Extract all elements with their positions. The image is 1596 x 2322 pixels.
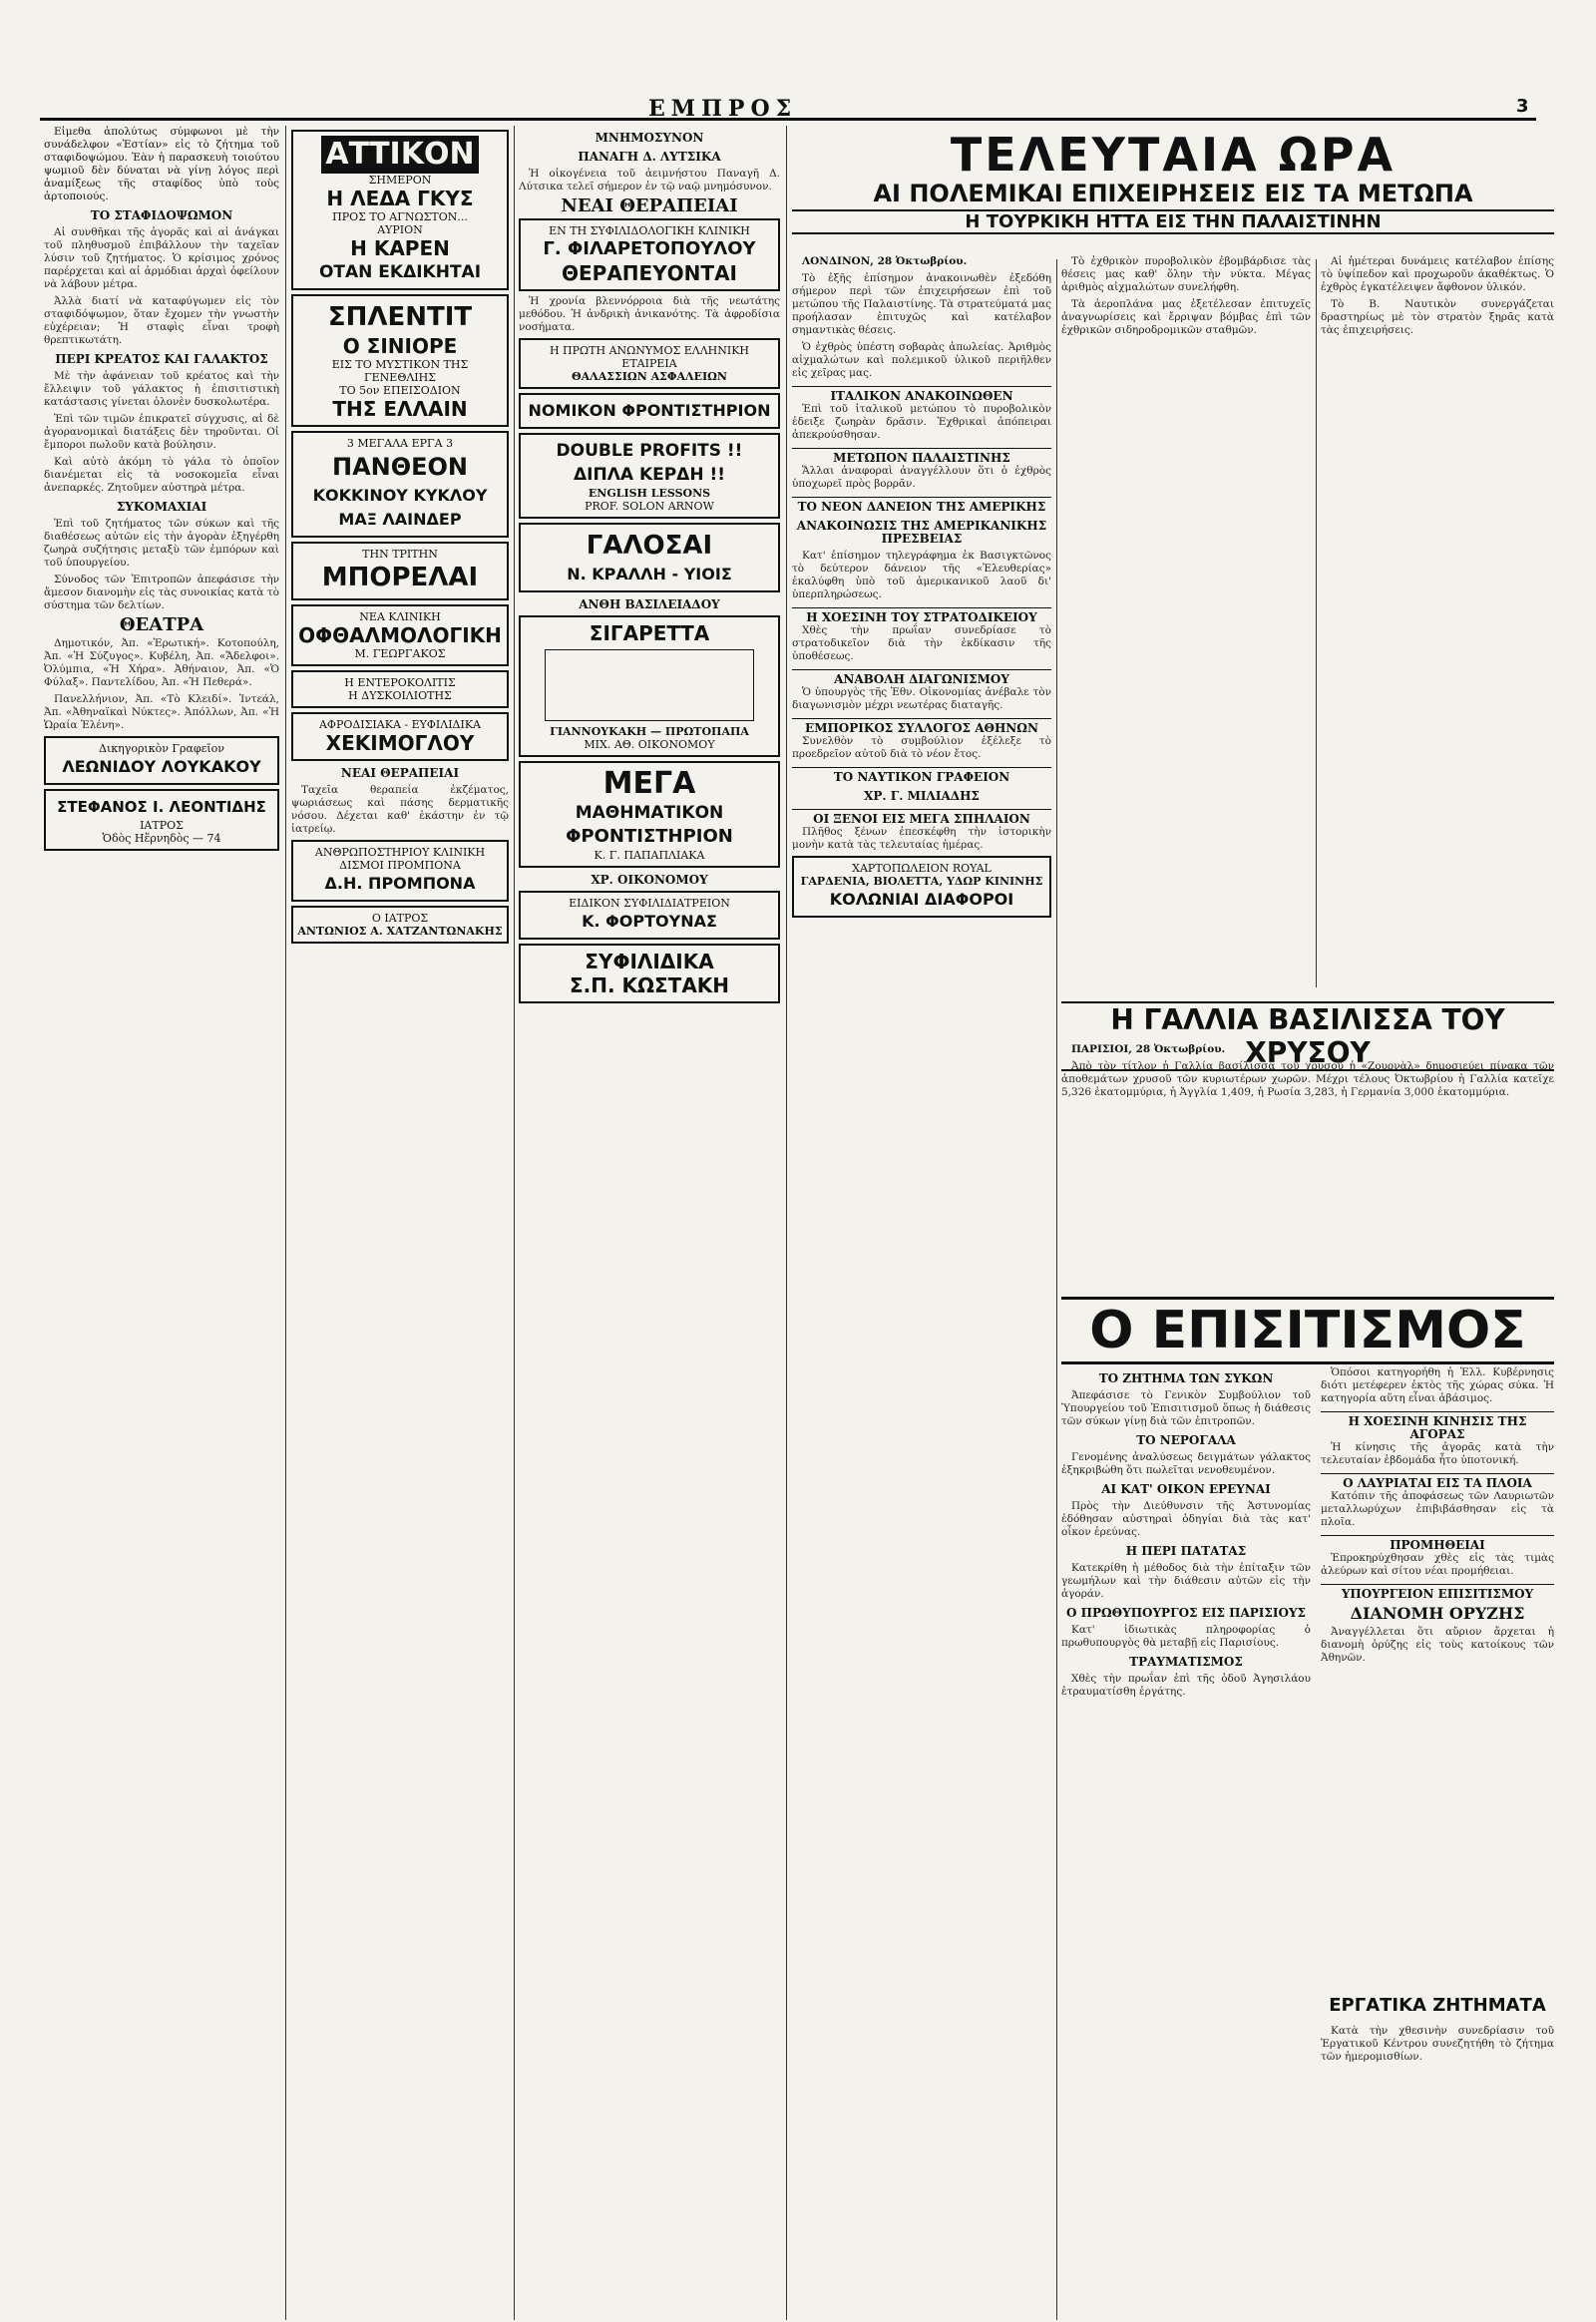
page-number: 3 [1516, 96, 1529, 117]
emporikos: ΕΜΠΟΡΙΚΟΣ ΣΥΛΛΟΓΟΣ ΑΘΗΝΩΝ [792, 718, 1051, 735]
attikon-pros: ΠΡΟΣ ΤΟ ΑΓΝΩΣΤΟΝ... [332, 210, 468, 223]
article-text: Ὁ ὑπουργὸς τῆς Ἐθν. Οἰκονομίας ἀνέβαλε τὸν διαγωνισμὸν μέχρι νεωτέρας διαταγῆς. [792, 686, 1051, 711]
mprelai: ΜΠΟΡΕΛΑΙ [321, 563, 479, 592]
attikon-ad [291, 130, 509, 290]
syfil-ad [519, 944, 780, 1003]
article-text: Κατ' ἰδιωτικὰς πληροφορίας ὁ πρωθυπουργὸς θὰ μεταβῇ εἰς Παρισίους. [1061, 1624, 1311, 1649]
eidikon: ΕΙΔΙΚΟΝ ΣΥΦΙΛΙΔΙΑΤΡΕΙΟΝ [569, 897, 730, 910]
panagi: ΠΑΝΑΓΗ Δ. ΛΥΤΣΙΚΑ [578, 150, 721, 164]
column-4 [792, 255, 1051, 2320]
article-text: Χθὲς τὴν πρωΐαν ἐπὶ τῆς ὁδοῦ Ἀγησιλάου ἐτραυματίσθη ἐργάτης. [1061, 1673, 1311, 1698]
xr: ΧΡ. ΟΙΚΟΝΟΜΟΥ [591, 873, 708, 887]
mathim-ad [519, 761, 780, 868]
article-text: Ἡ οἰκογένεια τοῦ ἀειμνήστου Παναγῆ Δ. Λύτσικα τελεῖ σήμερον ἐν τῷ ναῷ μνημόσυνον. [519, 168, 780, 193]
doctor-ad [44, 789, 279, 851]
enteroko: Η ΕΝΤΕΡΟΚΟΛΙΤΙΣ [344, 676, 456, 689]
ofthalmo-ad [291, 604, 509, 666]
article-text: Ἄλλαι ἀναφοραὶ ἀναγγέλλουν ὅτι ὁ ἐχθρὸς ὑποχωρεῖ πρὸς βορρᾶν. [792, 465, 1051, 490]
kolonies: ΚΟΛΩΝΙΑΙ ΔΙΑΦΟΡΟΙ [829, 890, 1014, 909]
attikon-today: ΣΗΜΕΡΟΝ [368, 174, 432, 187]
metwpon: ΜΕΤΩΠΟΝ ΠΑΛΑΙΣΤΙΝΗΣ [792, 448, 1051, 465]
mathim: ΜΑΘΗΜΑΤΙΚΟΝ [575, 803, 724, 823]
syfilidika: ΣΥΦΙΛΙΔΙΚΑ [585, 950, 714, 973]
splendit-title: ΣΠΛΕΝΤΙΤ [327, 302, 473, 332]
article-text: Κατὰ τὴν χθεσινὴν συνεδρίασιν τοῦ Ἐργατικοῦ Κέντρου συνεζητήθη τὸ ζήτημα τῶν ἡμερομισθίων. [1321, 2025, 1554, 2063]
article-text: Τὸ ἐξῆς ἐπίσημον ἀνακοινωθὲν ἐξεδόθη σήμερον περὶ τῶν ἐπιχειρήσεων ἐπὶ τοῦ μετώπου τῆς Παλαιστίνης. Τὰ στρατεύματά μας προήλασαν ἐπιτυχῶς καὶ κατέλαβον σημαντικὰς θέσεις. [792, 272, 1051, 336]
therap2: ΘΕΡΑΠΕΥΟΝΤΑΙ [562, 261, 737, 285]
kralli: Ν. ΚΡΑΛΛΗ - ΥΙΟΙΣ [567, 565, 732, 583]
ergatika-article [1321, 2025, 1554, 2320]
article-text: Ἀναγγέλλεται ὅτι αὔριον ἄρχεται ἡ διανομὴ ὀρύζης εἰς τοὺς κατοίκους τῶν Ἀθηνῶν. [1321, 1626, 1554, 1664]
article-text: Ὁπόσοι κατηγορήθη ἡ Ἑλλ. Κυβέρνησις διότι μετέφερεν ἐκτὸς τῆς χώρας σύκα. Ἡ κατηγορία αὕτη εἶναι ἀβάσιμος. [1321, 1366, 1554, 1404]
article-text: Ἡ χρονία βλεννόρροια διὰ τῆς νεωτάτης μεθόδου. Ἡ ἀνδρικὴ ἀνικανότης. Τὰ ἀφροδίσια νοσήματα. [519, 295, 780, 333]
article-text: Ἀπεφάσισε τὸ Γενικὸν Συμβούλιον τοῦ Ὑπουργείου τοῦ Ἐπισιτισμοῦ ὅπως ἡ διάθεσις τῶν σύκων γίνῃ διὰ τῶν ἐπιτροπῶν. [1061, 1389, 1311, 1427]
ellain: ΤΗΣ ΕΛΛΑΙΝ [332, 397, 468, 421]
article-text: Πρὸς τὴν Διεύθυνσιν τῆς Ἀστυνομίας ἐδόθησαν αὐστηραὶ ὁδηγίαι διὰ τὰς κατ' οἶκον ἐρεύνας. [1061, 1500, 1311, 1538]
proth: Ο ΠΡΩΘΥΠΟΥΡΓΟΣ ΕΙΣ ΠΑΡΙΣΙΟΥΣ [1066, 1606, 1306, 1620]
xoesini: Η ΧΟΕΣΙΝΗ ΤΟΥ ΣΤΡΑΤΟΔΙΚΕΙΟΥ [792, 607, 1051, 624]
thalassion: ΘΑΛΑΣΣΙΩΝ ΑΣΦΑΛΕΙΩΝ [572, 370, 727, 383]
article-text: Σύνοδος τῶν Ἐπιτροπῶν ἀπεφάσισε τὴν ἄμεσον διανομὴν εἰς τὰς συνοικίας κατὰ τὸ σύστημα τῶν δελτίων. [44, 574, 279, 611]
article-text: Ἐπὶ τῶν τιμῶν ἐπικρατεῖ σύγχυσις, αἱ δὲ ἀγορανομικαὶ διατάξεις δὲν τηροῦνται. Οἱ ἔμποροι πωλοῦν κατὰ βούλησιν. [44, 413, 279, 451]
syka: ΤΟ ΖΗΤΗΜΑ ΤΩΝ ΣΥΚΩΝ [1098, 1371, 1274, 1385]
attikon-avrion: ΑΥΡΙΟΝ [377, 223, 423, 236]
tritin: ΤΗΝ ΤΡΙΤΗΝ [362, 548, 438, 561]
article-text: Ταχεῖα θεραπεία ἐκζέματος, ψωριάσεως καὶ πάσης δερματικῆς νόσου. Δέχεται καθ' ἑκάστην ἐν τῷ ἰατρείῳ. [291, 784, 509, 835]
english-ad [519, 433, 780, 519]
attikon-karen: Η ΚΑΡΕΝ [350, 236, 450, 260]
patatas: Η ΠΕΡΙ ΠΑΤΑΤΑΣ [1125, 1544, 1247, 1558]
dpromp: Δ.Η. ΠΡΟΜΠΟΝΑ [324, 874, 476, 893]
gallia-headline: Η ΓΑΛΛΙΑ ΒΑΣΙΛΙΣΣΑ ΤΟΥ ΧΡΥΣΟΥ [1061, 1001, 1554, 1071]
english: ENGLISH LESSONS [588, 487, 711, 500]
article-text: Ἐπροκηρύχθησαν χθὲς εἰς τὰς τιμὰς ἀλεύρων καὶ σίτου νέαι προμήθειαι. [1321, 1552, 1554, 1577]
anthropo-ad [291, 840, 509, 902]
article-text: Αἱ ἡμέτεραι δυνάμεις κατέλαβον ἐπίσης τὸ ὑψίπεδον καὶ προχωροῦν ἀκαθέκτως. Ὁ ἐχθρὸς ἐγκατέλειψεν ἄφθονον ὑλικόν. [1321, 255, 1554, 293]
column-1 [44, 126, 279, 2320]
frontist: ΦΡΟΝΤΙΣΤΗΡΙΟΝ [566, 826, 733, 847]
promithiai: ΠΡΟΜΗΘΕΙΑΙ [1321, 1535, 1554, 1552]
eidikon-ad [519, 891, 780, 940]
column-rule [786, 126, 787, 2320]
doctor-address: Ὁδὸς Ηἕρνηδὸς — 74 [102, 832, 221, 845]
column-2 [291, 126, 509, 2320]
doctor-name: ΣΤΕΦΑΝΟΣ Ι. ΛΕΟΝΤΙΔΗΣ [57, 798, 266, 816]
article-text: Πλῆθος ξένων ἐπεσκέφθη τὴν ἱστορικὴν μονὴν κατὰ τὰς τελευταίας ἡμέρας. [792, 826, 1051, 851]
dyskoiliotis: Η ΔΥΣΚΟΙΛΙΟΤΗΣ [348, 689, 452, 702]
heading-currants: ΤΟ ΣΤΑΦΙΔΟΨΩΜΟΝ [90, 208, 233, 222]
pantheon-title: ΠΑΝΘΕΟΝ [331, 453, 469, 481]
banner-line1: ΤΕΛΕΥΤΑΙΑ ΩΡΑ [950, 128, 1396, 182]
column-rule [285, 126, 286, 2320]
attikon-otan: ΟΤΑΝ ΕΚΔΙΚΗΤΑΙ [318, 262, 482, 282]
mnimosyno: ΜΝΗΜΟΣΥΝΟΝ [595, 131, 704, 145]
dianomi: ΔΙΑΝΟΜΗ ΟΡΥΖΗΣ [1350, 1604, 1525, 1623]
cigarette-picture [545, 649, 754, 721]
article-text: Ἀπὸ τὸν τίτλον ἡ Γαλλία βασίλισσα τοῦ χρυσοῦ ἡ «Ζουρνὰλ» δημοσιεύει πίνακα τῶν ἀποθεμάτων χρυσοῦ τῶν κυριωτέρων χωρῶν. Μέχρι τέλους Ὀκτωβρίου ἡ Γαλλία κατεῖχε 5,326 ἑκατομμύρια, ἡ Ἀγγλία 1,409, ἡ Ρωσία 3,283, ἡ Γερμανία 3,000 ἑκατομμύρια. [1061, 1060, 1554, 1098]
ofthalmo: ΟΦΘΑΛΜΟΛΟΓΙΚΗ [298, 623, 502, 647]
xatz: ΑΝΤΩΝΙΟΣ Α. ΧΑΤΖΑΝΤΩΝΑΚΗΣ [297, 925, 503, 938]
article-text: Συνελθὸν τὸ συμβούλιον ἐξέλεξε τὸ προεδρεῖον αὐτοῦ διὰ τὸ νέον ἔτος. [792, 735, 1051, 760]
attikon-title: ΑΤΤΙΚΟΝ [321, 136, 478, 174]
papapliaka: Κ. Γ. ΠΑΠΑΠΛΙΑΚΑ [594, 849, 705, 862]
article-text: Μὲ τὴν ἀφάνειαν τοῦ κρέατος καὶ τὴν ἔλλειψιν τοῦ γάλακτος ἡ ἐπισιτιστικὴ κατάστασις γίνεται ὁλονὲν δυσκολωτέρα. [44, 370, 279, 408]
article-text: Τὸ Β. Ναυτικὸν συνεργάζεται δραστηρίως μὲ τὸν στρατὸν ξηρᾶς κατὰ τὰς ἐπιχειρήσεις. [1321, 298, 1554, 336]
article-text: Καὶ αὐτὸ ἀκόμη τὸ γάλα τὸ ὁποῖον διανέμεται εἰς τὰ νοσοκομεῖα εἶναι ἀνεπαρκές. Ζητοῦμεν αὐστηρὰ μέτρα. [44, 456, 279, 494]
article-body: Εἰμεθα ἀπολύτως σύμφωνοι μὲ τὴν συνάδελφον «Ἑστίαν» εἰς τὸ ζήτημα τοῦ σταφιδοψώμου. Ἐὰν ἡ παρασκευὴ τοιούτου ψωμιοῦ δὲν δύναται νὰ γίνῃ λόγος περὶ ἀναμίξεως τῆς σταφίδος ὑπὸ τοὺς ἀρτοποιούς. [44, 126, 279, 202]
gallia-article [1061, 1043, 1554, 1293]
attikon-leda: Η ΛΕΔΑ ΓΚΥΣ [326, 187, 474, 210]
erevnai: ΑΙ ΚΑΤ' ΟΙΚΟΝ ΕΡΕΥΝΑΙ [1101, 1482, 1271, 1496]
gallia-dateline: ΠΑΡΙΣΙΟΙ, 28 Ὀκτωβρίου. [1071, 1043, 1226, 1055]
lawyer-ad: Δικηγορικὸν Γραφεῖον ΛΕΩΝΙΔΟΥ ΛΟΥΚΑΚΟΥ [44, 736, 279, 785]
theatre-listing: Πανελλήνιον, Ἀπ. «Τὸ Κλειδί». Ἰντεάλ, Ἀπ. «Ἀθηναϊκαὶ Νύκτες». Ἀπόλλων, Ἀπ. «Ἡ Ὡραία Ἑλένη». [44, 693, 279, 731]
neon-daneion: ΤΟ ΝΕΟΝ ΔΑΝΕΙΟΝ ΤΗΣ ΑΜΕΡΙΚΗΣ [792, 497, 1051, 514]
entero-ad [291, 670, 509, 708]
theatre-listing: Δημοτικόν, Ἀπ. «Ἐρωτική». Κοτοπούλη, Ἀπ. «Ἡ Σύζυγος». Κυβέλη, Ἀπ. «Ἄδελφοι». Ὀλύμπια, «Ἡ Χήρα». Ἀθήναιον, Ἀπ. «Ὁ Φύλαξ». Παντελίδου, Ἀπ. «Ἡ Πεθερά». [44, 637, 279, 688]
xaneia: Η ΧΟΕΣΙΝΗ ΚΙΝΗΣΙΣ ΤΗΣ ΑΓΟΡΑΣ [1321, 1411, 1554, 1441]
iatros: Ο ΙΑΤΡΟΣ [371, 912, 429, 925]
column-5-lower [1061, 1366, 1311, 2320]
article-text: Ἐπὶ τοῦ ἰταλικοῦ μετώπου τὸ πυροβολικὸν ἐδειξε ζωηρὰν δρᾶσιν. Ἐχθρικαὶ ἀπόπειραι ἀπεκρούσθησαν. [792, 403, 1051, 441]
iatros-ad [291, 906, 509, 944]
ksenoi: ΟΙ ΞΕΝΟΙ ΕΙΣ ΜΕΓΑ ΣΠΗΛΑΙΟΝ [792, 809, 1051, 826]
sigaretta-ad [519, 615, 780, 757]
anakoinwsis: ΑΝΑΚΟΙΝΩΣΙΣ ΤΗΣ ΑΜΕΡΙΚΑΝΙΚΗΣ ΠΡΕΣΒΕΙΑΣ [796, 519, 1047, 546]
column-3 [519, 126, 780, 2320]
neaklin: ΝΕΑ ΚΛΙΝΙΚΗ [359, 610, 441, 623]
pantheon-ad [291, 431, 509, 538]
diplakerdi: ΔΙΠΛΑ ΚΕΡΔΗ !! [574, 465, 725, 485]
galosai: ΓΑΛΟΣΑΙ [586, 531, 713, 561]
insurance-ad [519, 338, 780, 389]
article-text: Τὰ ἀεροπλάνα μας ἐξετέλεσαν ἐπιτυχεῖς ἀναγνωρίσεις καὶ ἔρριψαν βόμβας ἐπὶ τῶν ἐχθρικῶν σιδηροδρομικῶν σταθμῶν. [1061, 298, 1311, 336]
giannoukaki: ΓΙΑΝΝΟΥΚΑΚΗ — ΠΡΩΤΟΠΑΠΑ [550, 725, 749, 738]
kliniki: ΕΝ ΤΗ ΣΥΦΙΛΙΔΟΛΟΓΙΚΗ ΚΛΙΝΙΚΗ [549, 224, 750, 237]
siniore: Ο ΣΙΝΙΟΡΕ [342, 334, 458, 358]
miliadis: ΧΡ. Γ. ΜΙΛΙΑΔΗΣ [864, 789, 980, 803]
lawyer-name: ΛΕΩΝΙΔΟΥ ΛΟΥΚΑΚΟΥ [62, 757, 261, 776]
lavrion: Ο ΛΑΥΡΙΑΤΑΙ ΕΙΣ ΤΑ ΠΛΟΙΑ [1321, 1473, 1554, 1490]
column-rule [1316, 259, 1317, 987]
nea-therap: ΝΕΑΙ ΘΕΡΑΠΕΙΑΙ [561, 195, 738, 216]
prwti: Η ΠΡΩΤΗ ΑΝΩΝΥΜΟΣ ΕΛΛΗΝΙΚΗ ΕΤΑΙΡΕΙΑ [549, 344, 750, 370]
nomikon-ad [519, 393, 780, 429]
prof: PROF. SOLON ARNOW [585, 500, 714, 513]
column-5-upper [1061, 255, 1311, 993]
column-rule [514, 126, 515, 2320]
georgakos: Μ. ΓΕΩΡΓΑΚΟΣ [354, 647, 446, 660]
heading-meat: ΠΕΡΙ ΚΡΕΑΤΟΣ ΚΑΙ ΓΑΛΑΚΤΟΣ [55, 352, 268, 366]
doctor-title: ΙΑΤΡΟΣ [140, 819, 184, 832]
mprelai-ad [291, 542, 509, 600]
kokkinos: ΚΟΚΚΙΝΟΥ ΚΥΚΛΟΥ [312, 486, 488, 505]
banner-line3: Η ΤΟΥΡΚΙΚΗ ΗΤΤΑ ΕΙΣ ΤΗΝ ΠΑΛΑΙΣΤΙΝΗΝ [792, 209, 1554, 234]
banner-line2: ΑΙ ΠΟΛΕΜΙΚΑΙ ΕΠΙΧΕΙΡΗΣΕΙΣ ΕΙΣ ΤΑ ΜΕΤΩΠΑ [873, 180, 1473, 207]
heading-sykomaxia: ΣΥΚΟΜΑΧΙΑΙ [116, 500, 207, 514]
article-text: Αἱ συνθῆκαι τῆς ἀγορᾶς καὶ αἱ ἀνάγκαι τοῦ πληθυσμοῦ ἐπιβάλλουν τὴν ταχεῖαν λύσιν τοῦ ζητήματος. Ὁ κρίσιμος χρόνος παρέρχεται καὶ αἱ ἀρμόδιαι ἀρχαὶ ὀφείλουν νὰ λάβουν μέτρα. [44, 226, 279, 290]
ypourgeion: ΥΠΟΥΡΓΕΙΟΝ ΕΠΙΣΙΤΙΣΜΟΥ [1321, 1584, 1554, 1601]
mega: ΜΕΓΑ [602, 766, 696, 801]
anthropo: ΑΝΘΡΩΠΟΣΤΗΡΙΟΥ ΚΛΙΝΙΚΗ ΔΙΣΜΟΙ ΠΡΟΜΠΟΝΑ [314, 846, 486, 872]
column-6-lower [1321, 1366, 1554, 1985]
mystikon: ΕΙΣ ΤΟ ΜΥΣΤΙΚΟΝ ΤΗΣ ΓΕΝΕΘΛΙΗΣ [331, 358, 469, 384]
article-text: Κατεκρίθη ἡ μέθοδος διὰ τὴν ἐπίταξιν τῶν γεωμήλων καὶ τὴν διάθεσιν αὐτῶν εἰς τὴν ἀγοράν. [1061, 1562, 1311, 1600]
royal-ad [792, 856, 1051, 918]
gardenia: ΓΑΡΔΕΝΙΑ, ΒΙΟΛΕΤΤΑ, ΥΔΩΡ ΚΙΝΙΝΗΣ [800, 875, 1043, 888]
anavoli: ΑΝΑΒΟΛΗ ΔΙΑΓΩΝΙΣΜΟΥ [792, 669, 1051, 686]
travmatismos: ΤΡΑΥΜΑΤΙΣΜΟΣ [1129, 1655, 1243, 1669]
column-rule [1056, 259, 1057, 2320]
masthead: ΕΜΠΡΟΣ [648, 96, 798, 122]
episitismos-headline: Ο ΕΠΙΣΙΤΙΣΜΟΣ [1061, 1297, 1554, 1364]
article-text: Ὁ ἐχθρὸς ὑπέστη σοβαρὰς ἀπωλείας. Ἀριθμὸς αἰχμαλώτων καὶ πολεμικοῦ ὑλικοῦ περιῆλθεν εἰς χεῖρας μας. [792, 341, 1051, 379]
article-text: Κατόπιν τῆς ἀποφάσεως τῶν Λαυριωτῶν μεταλλωρύχων ἐπιβιβάσθησαν εἰς τὰ πλοῖα. [1321, 1490, 1554, 1528]
afrodisiaka: ΑΦΡΟΔΙΣΙΑΚΑ - ΕΥΦΙΛΙΔΙΚΑ [318, 718, 481, 731]
article-text: Ἐπὶ τοῦ ζητήματος τῶν σύκων καὶ τῆς διαθέσεως αὐτῶν εἰς τὴν ἀγορὰν ἐξηγέρθη ζωηρὰ συζήτησις μεταξὺ τῶν ἐμπόρων καὶ τοῦ ὑπουργείου. [44, 518, 279, 569]
article-text: Ἀλλὰ διατί νὰ καταφύγωμεν εἰς τὸν σταφιδόψωμον, ὅταν ἔχομεν τὴν γνωστὴν εὐχέρειαν; Ἡ σταφὶς εἶναι τροφὴ θρεπτικωτάτη. [44, 295, 279, 346]
neaitherapeia: ΝΕΑΙ ΘΕΡΑΠΕΙΑΙ [340, 766, 460, 780]
column-6-upper [1321, 255, 1554, 993]
megala: 3 ΜΕΓΑΛΑ ΕΡΓΑ 3 [346, 437, 454, 450]
xekim-ad [291, 712, 509, 761]
sigaretta: ΣΙΓΑΡΕΤΤΑ [589, 621, 710, 645]
article-text: Τὸ ἐχθρικὸν πυροβολικὸν ἐβομβάρδισε τὰς θέσεις μας καθ' ὅλην τὴν νύκτα. Μέγας ἀριθμὸς αἰχμαλώτων συνελήφθη. [1061, 255, 1311, 293]
filaret-ad [519, 218, 780, 291]
italikon: ΙΤΑΛΙΚΟΝ ΑΝΑΚΟΙΝΩΘΕΝ [792, 386, 1051, 403]
anthi: ΑΝΘΗ ΒΑΣΙΛΕΙΑΔΟΥ [579, 597, 720, 611]
article-text: Κατ' ἐπίσημον τηλεγράφημα ἐκ Βασιγκτῶνος τὸ δεύτερον δάνειον τῆς «Ἐλευθερίας» ἐκαλύφθη ὑπὸ τοῦ ἀμερικανικοῦ λαοῦ δι' ὑπερπληρώσεως. [792, 550, 1051, 600]
lainder: ΜΑΞ ΛΑΙΝΔΕΡ [338, 510, 462, 529]
naftikon: ΤΟ ΝΑΥΤΙΚΟΝ ΓΡΑΦΕΙΟΝ [792, 767, 1051, 784]
dateline: ΛΟΝΔΙΝΟΝ, 28 Ὀκτωβρίου. [802, 255, 968, 267]
fortounas: Κ. ΦΟΡΤΟΥΝΑΣ [582, 912, 717, 931]
double: DOUBLE PROFITS !! [556, 441, 743, 461]
article-text: Γενομένης ἀναλύσεως δειγμάτων γάλακτος ἐξηκριβώθη ὅτι πωλεῖται νενοθευμένον. [1061, 1451, 1311, 1476]
episodio: ΤΟ 5ον ΕΠΕΙΣΟΔΙΟΝ [339, 384, 461, 397]
article-text: Ἡ κίνησις τῆς ἀγορᾶς κατὰ τὴν τελευταίαν ἑβδομάδα ἦτο ὑποτονική. [1321, 1441, 1554, 1466]
xekimoglou: ΧΕΚΙΜΟΓΛΟΥ [325, 731, 475, 755]
top-banner [792, 130, 1554, 234]
oikonomou: ΜΙΧ. ΑΘ. ΟΙΚΟΝΟΜΟΥ [584, 738, 715, 751]
nerogala: ΤΟ ΝΕΡΟΓΑΛΑ [1136, 1433, 1236, 1447]
galosai-ad [519, 523, 780, 592]
splendit-ad [291, 294, 509, 427]
filaretopoulou: Γ. ΦΙΛΑΡΕΤΟΠΟΥΛΟΥ [543, 238, 756, 259]
heading-theatra: ΘΕΑΤΡΑ [119, 614, 204, 635]
royal-shop: ΧΑΡΤΟΠΩΛΕΙΟΝ ROYAL [852, 862, 992, 875]
article-text: Χθὲς τὴν πρωΐαν συνεδρίασε τὸ στρατοδικεῖον διὰ τὴν ἐκδίκασιν τῆς ὑποθέσεως. [792, 624, 1051, 662]
ergatika-headline: ΕΡΓΑΤΙΚΑ ΖΗΤΗΜΑΤΑ [1329, 1995, 1546, 2016]
kostaki: Σ.Π. ΚΩΣΤΑΚΗ [569, 973, 730, 997]
nomikon: ΝΟΜΙΚΟΝ ΦΡΟΝΤΙΣΤΗΡΙΟΝ [528, 401, 771, 420]
